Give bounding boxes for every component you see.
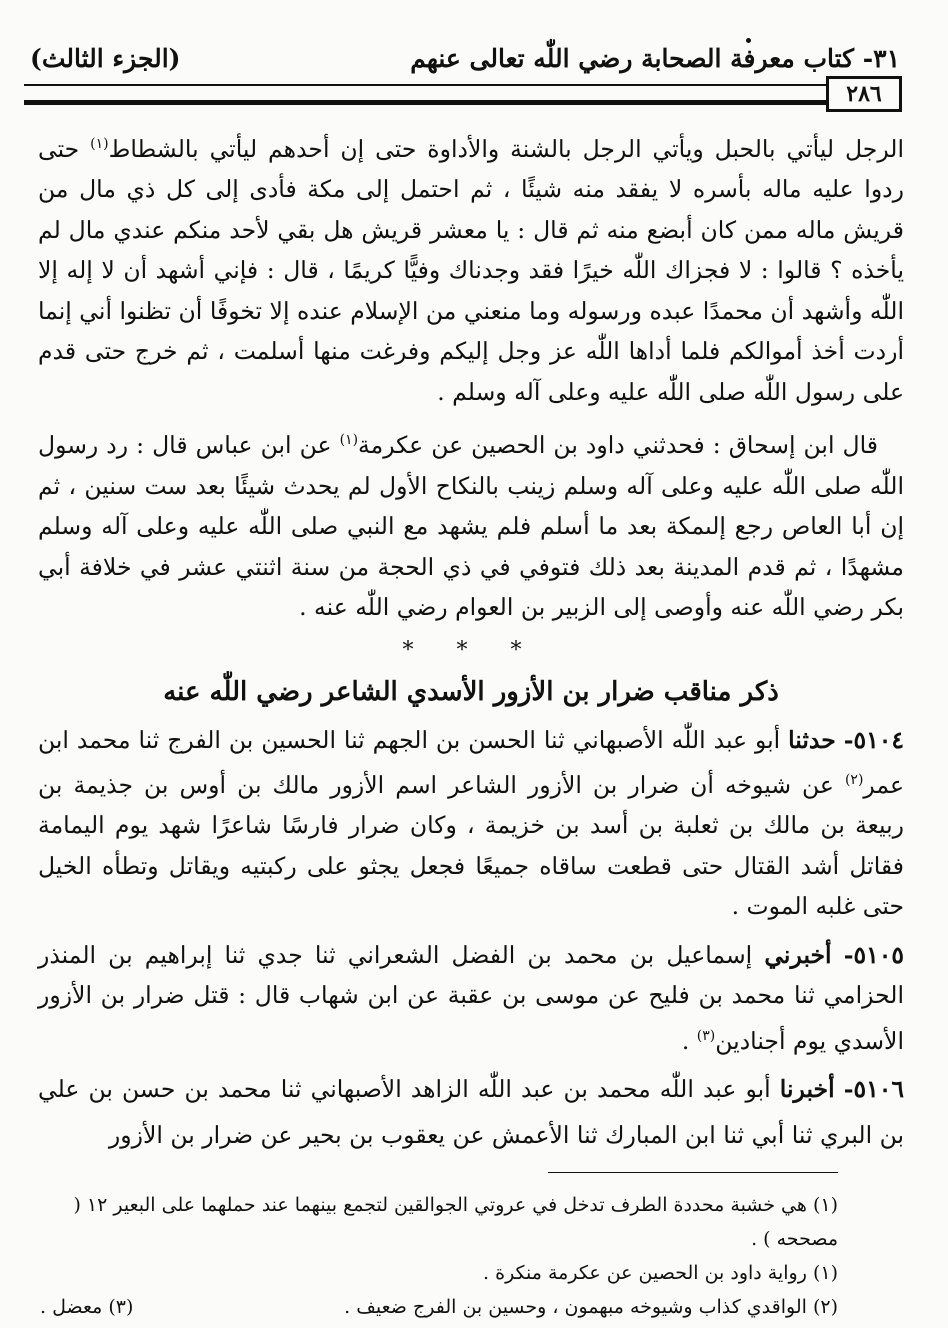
entry-label: أخبرني xyxy=(764,940,832,969)
footnote-text: (١) هي خشبة محددة الطرف تدخل في عروتي الجوالقين لتجمع بينهما عند حملهما على البعير ١٢ ( مصححه ) . xyxy=(73,1194,838,1250)
entry-number: ٥١٠٦- xyxy=(843,1075,904,1104)
footnote-rule xyxy=(548,1172,838,1173)
paragraph-text: عن ابن عباس قال : رد رسول اللّٰه صلى اللّٰه عليه وعلى آله وسلم زينب بالنكاح الأول لم يحدث شيئًا بعد ست سنين ، ثم إن أبا العاص رجع إلىمكة بعد ما أسلم فلم يشهد مع النبي صلى اللّٰه عليه وعلى آله وسلم مشهدًا ، ثم قدم المدينة بعد ذلك فتوفي في ذي الحجة من سنة اثنتي عشر في خلافة أبي بكر رضي اللّٰه عنه وأوصى إلى الزبير بن العوام رضي اللّٰه عنه . xyxy=(38,431,904,622)
footnote-marker: (١) xyxy=(90,136,109,152)
footnote-marker: (٣) xyxy=(696,1027,716,1044)
entry-5105 xyxy=(38,935,904,1061)
entry-text: . xyxy=(681,1026,697,1055)
footnote-marker: (٢) xyxy=(844,772,864,789)
header-double-rule xyxy=(24,84,834,105)
paragraph-text: حتى ردوا عليه ماله بأسره لا يفقد منه شيئًا ، ثم احتمل إلى مكة فأدى إلى كل ذي مال من قريش ماله ممن كان أبضع منه ثم قال : يا معشر قريش هل بقي لأحد منكم عندي مال لم يأخذه ؟ قالوا : لا فجزاك اللّٰه خيرًا فقد وجدناك وفيًّا كريمًا ، قال : فإني أشهد أن لا إله إلا اللّٰه وأشهد أن محمدًا عبده ورسوله وما منعني من الإسلام عنده إلا تخوفًا أن تظنوا أني إنما أردت أخذ أموالكم فلما أداها اللّٰه عز وجل إليكم وفرغت منها أسلمت ، ثم خرج حتى قدم على رسول اللّٰه صلى اللّٰه عليه وعلى آله وسلم . xyxy=(38,134,904,406)
footnotes xyxy=(40,1188,838,1324)
footnote xyxy=(40,1188,838,1256)
entry-label: أخبرنا xyxy=(779,1075,835,1104)
asterism-separator: * * * xyxy=(402,637,540,663)
footnote-extra: (٣) معضل . xyxy=(40,1296,134,1318)
page-number-box: ٢٨٦ xyxy=(826,76,902,112)
paragraph-2 xyxy=(38,420,904,627)
entry-5106 xyxy=(38,1069,904,1155)
paragraph-text: قال ابن إسحاق : فحدثني داود بن الحصين عن عكرمة xyxy=(358,431,878,460)
entry-text: أبو عبد اللّٰه محمد بن عبد اللّٰه الزاهد الأصبهاني ثنا محمد بن حسن بن علي بن البري ثنا أبي ثنا ابن المبارك ثنا الأعمش عن يعقوب بن بحير عن ضرار بن الأزور xyxy=(38,1075,904,1149)
footnote-marker: (١) xyxy=(339,432,359,449)
entry-text: أبو عبد اللّٰه الأصبهاني ثنا الحسن بن الجهم ثنا الحسين بن الفرج ثنا محمد ابن عمر xyxy=(38,725,904,799)
entry-5104 xyxy=(38,720,904,927)
entry-number: ٥١٠٤- xyxy=(843,725,904,754)
footnote xyxy=(40,1256,838,1290)
section-heading: ذكر مناقب ضرار بن الأزور الأسدي الشاعر رضي اللّٰه عنه xyxy=(163,676,779,707)
paragraph-text: الرجل ليأتي بالحبل ويأتي الرجل بالشنة والأداوة حتى إن أحدهم ليأتي بالشطاط xyxy=(108,134,904,163)
footnote xyxy=(40,1290,838,1324)
paragraph-1 xyxy=(38,124,904,412)
entry-label: حدثنا xyxy=(788,725,836,754)
footnote-text: (١) رواية داود بن الحصين عن عكرمة منكرة . xyxy=(483,1262,838,1284)
volume-label: (الجزء الثالث) xyxy=(30,43,181,73)
footnote-text: (٢) الواقدي كذاب وشيوخه مبهمون ، وحسين بن الفرج ضعيف . xyxy=(344,1296,838,1318)
chapter-title: ٣١- كتاب معرفة الصحابة رضي اللّٰه تعالى عنهم xyxy=(410,43,900,73)
entry-text: إسماعيل بن محمد بن الفضل الشعراني ثنا جدي ثنا إبراهيم بن المنذر الحزامي ثنا محمد بن فليح عن موسى بن عقبة عن ابن شهاب قال : قتل ضرار بن الأزور الأسدي يوم أجنادين xyxy=(38,940,904,1055)
entry-text: عن شيوخه أن ضرار بن الأزور الشاعر اسم الأزور مالك بن أوس بن جذيمة بن ربيعة بن مالك بن ثعلبة بن أسد بن خزيمة ، وكان ضرار فارسًا شاعرًا شهد يوم اليمامة فقاتل أشد القتال حتى قطعت ساقاه جميعًا فجعل يجثو على ركبتيه ويقاتل وتطأه الخيل حتى غلبه الموت . xyxy=(38,770,904,921)
entry-number: ٥١٠٥- xyxy=(843,940,904,969)
running-header xyxy=(30,38,900,78)
main-text xyxy=(38,124,904,1163)
